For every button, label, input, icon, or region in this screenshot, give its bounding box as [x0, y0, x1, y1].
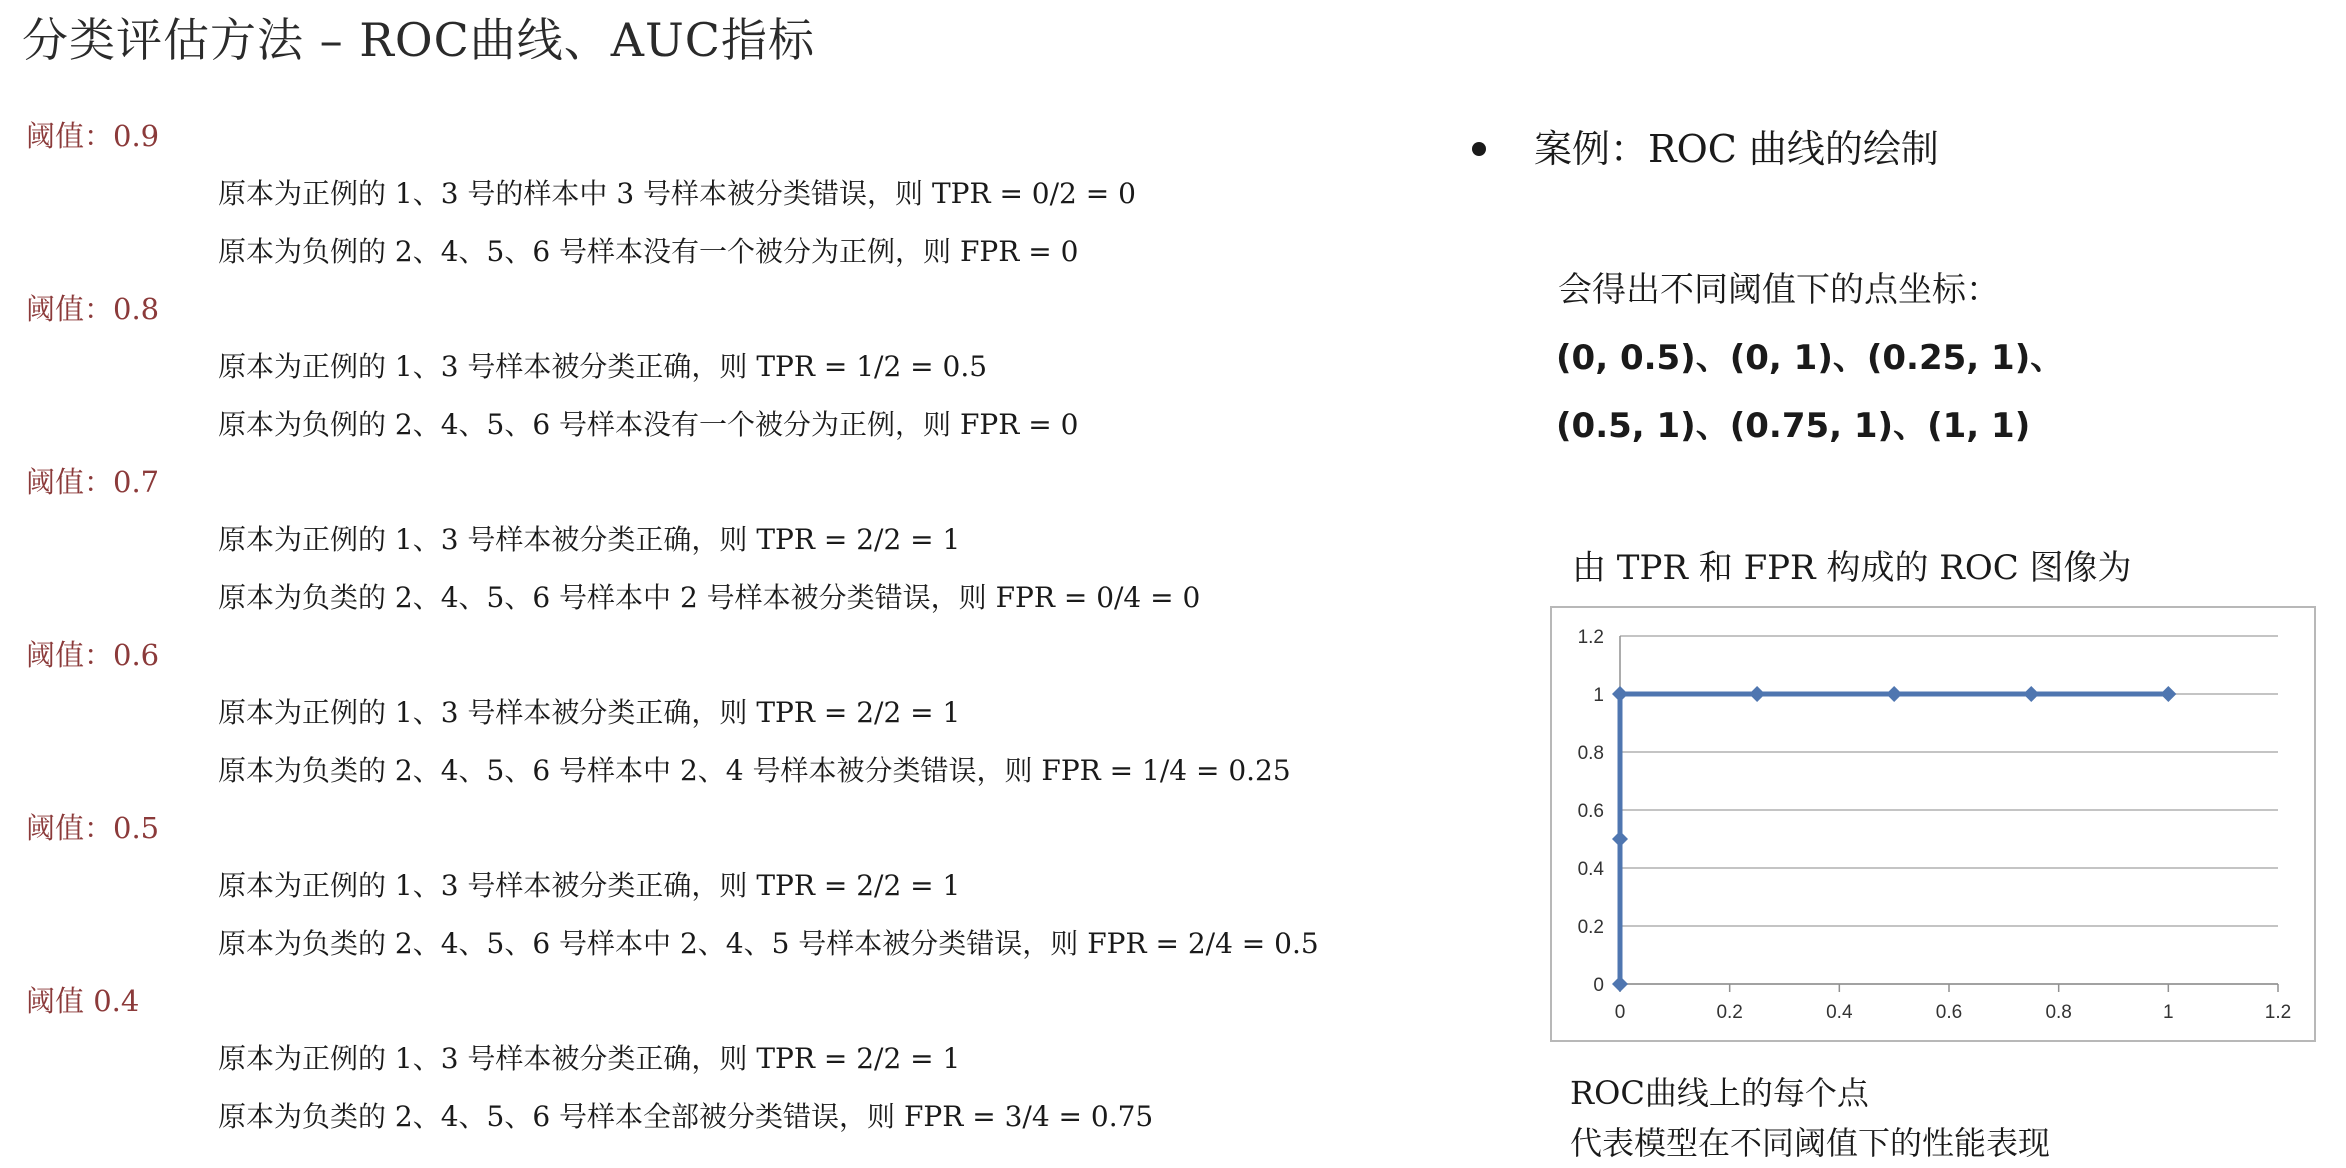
threshold-0.5-tpr: 原本为正例的 1、3 号样本被分类正确，则 TPR = 2/2 = 1: [218, 869, 961, 902]
y-tick-label: 1.2: [1577, 627, 1604, 648]
threshold-label-0.5: 阈值：0.5: [26, 811, 160, 845]
x-tick-label: 0.4: [1826, 1002, 1853, 1023]
roc-series-line: [1620, 694, 2168, 984]
threshold-label-0.4: 阈值 0.4: [26, 984, 140, 1018]
roc-point: [1749, 686, 1765, 702]
threshold-label-0.9: 阈值：0.9: [26, 119, 160, 153]
threshold-0.8-tpr: 原本为正例的 1、3 号样本被分类正确，则 TPR = 1/2 = 0.5: [218, 350, 988, 383]
roc-point: [1612, 831, 1628, 847]
roc-point: [1612, 976, 1628, 992]
threshold-label-0.8: 阈值：0.8: [26, 292, 160, 326]
x-tick-label: 1: [2163, 1002, 2174, 1023]
points-label: 会得出不同阈值下的点坐标：: [1558, 270, 2000, 310]
x-tick-label: 0.8: [2045, 1002, 2072, 1023]
threshold-label-0.6: 阈值：0.6: [26, 638, 160, 672]
page-title: 分类评估方法 – ROC曲线、AUC指标: [22, 13, 815, 67]
y-tick-label: 0.6: [1577, 801, 1604, 822]
y-tick-label: 0.2: [1577, 917, 1604, 938]
note-line-1: ROC曲线上的每个点: [1570, 1074, 1869, 1112]
roc-point: [1612, 686, 1628, 702]
x-tick-label: 0.6: [1935, 1002, 1963, 1023]
x-tick-label: 1.2: [2264, 1002, 2292, 1023]
bullet-icon: [1472, 142, 1486, 156]
roc-chart-svg: [1552, 608, 2314, 1040]
y-tick-label: 0.4: [1577, 859, 1604, 880]
x-tick-label: 0: [1614, 1002, 1626, 1023]
chart-caption: 由 TPR 和 FPR 构成的 ROC 图像为: [1572, 548, 2132, 588]
threshold-0.9-tpr: 原本为正例的 1、3 号的样本中 3 号样本被分类错误，则 TPR = 0/2 = 0: [218, 177, 1136, 210]
y-tick-label: 0.8: [1577, 743, 1604, 764]
threshold-0.7-fpr: 原本为负类的 2、4、5、6 号样本中 2 号样本被分类错误，则 FPR = 0/4 = 0: [218, 581, 1201, 614]
threshold-label-0.7: 阈值：0.7: [26, 465, 160, 499]
roc-point: [2023, 686, 2039, 702]
points-line-2: (0.5, 1)、(0.75, 1)、(1, 1): [1556, 406, 2031, 446]
threshold-0.7-tpr: 原本为正例的 1、3 号样本被分类正确，则 TPR = 2/2 = 1: [218, 523, 961, 556]
y-tick-label: 0: [1593, 975, 1604, 996]
roc-point: [2160, 686, 2176, 702]
points-line-1: (0, 0.5)、(0, 1)、(0.25, 1)、: [1556, 338, 2065, 378]
case-heading-text: 案例：ROC 曲线的绘制: [1534, 127, 1939, 171]
threshold-0.8-fpr: 原本为负例的 2、4、5、6 号样本没有一个被分为正例，则 FPR = 0: [218, 408, 1079, 441]
note-line-2: 代表模型在不同阈值下的性能表现: [1570, 1124, 2051, 1162]
threshold-0.5-fpr: 原本为负类的 2、4、5、6 号样本中 2、4、5 号样本被分类错误，则 FPR = 2/4 = 0.5: [218, 927, 1319, 960]
threshold-0.6-fpr: 原本为负类的 2、4、5、6 号样本中 2、4 号样本被分类错误，则 FPR = 1/4 = 0.25: [218, 754, 1291, 787]
roc-chart: [1550, 606, 2316, 1042]
threshold-0.4-fpr: 原本为负类的 2、4、5、6 号样本全部被分类错误，则 FPR = 3/4 = 0.75: [218, 1100, 1154, 1133]
threshold-0.6-tpr: 原本为正例的 1、3 号样本被分类正确，则 TPR = 2/2 = 1: [218, 696, 961, 729]
y-tick-label: 1: [1593, 685, 1604, 706]
threshold-0.9-fpr: 原本为负例的 2、4、5、6 号样本没有一个被分为正例，则 FPR = 0: [218, 235, 1079, 268]
x-tick-label: 0.2: [1716, 1002, 1743, 1023]
roc-point: [1886, 686, 1902, 702]
case-heading: [1472, 118, 1939, 173]
threshold-0.4-tpr: 原本为正例的 1、3 号样本被分类正确，则 TPR = 2/2 = 1: [218, 1042, 961, 1075]
